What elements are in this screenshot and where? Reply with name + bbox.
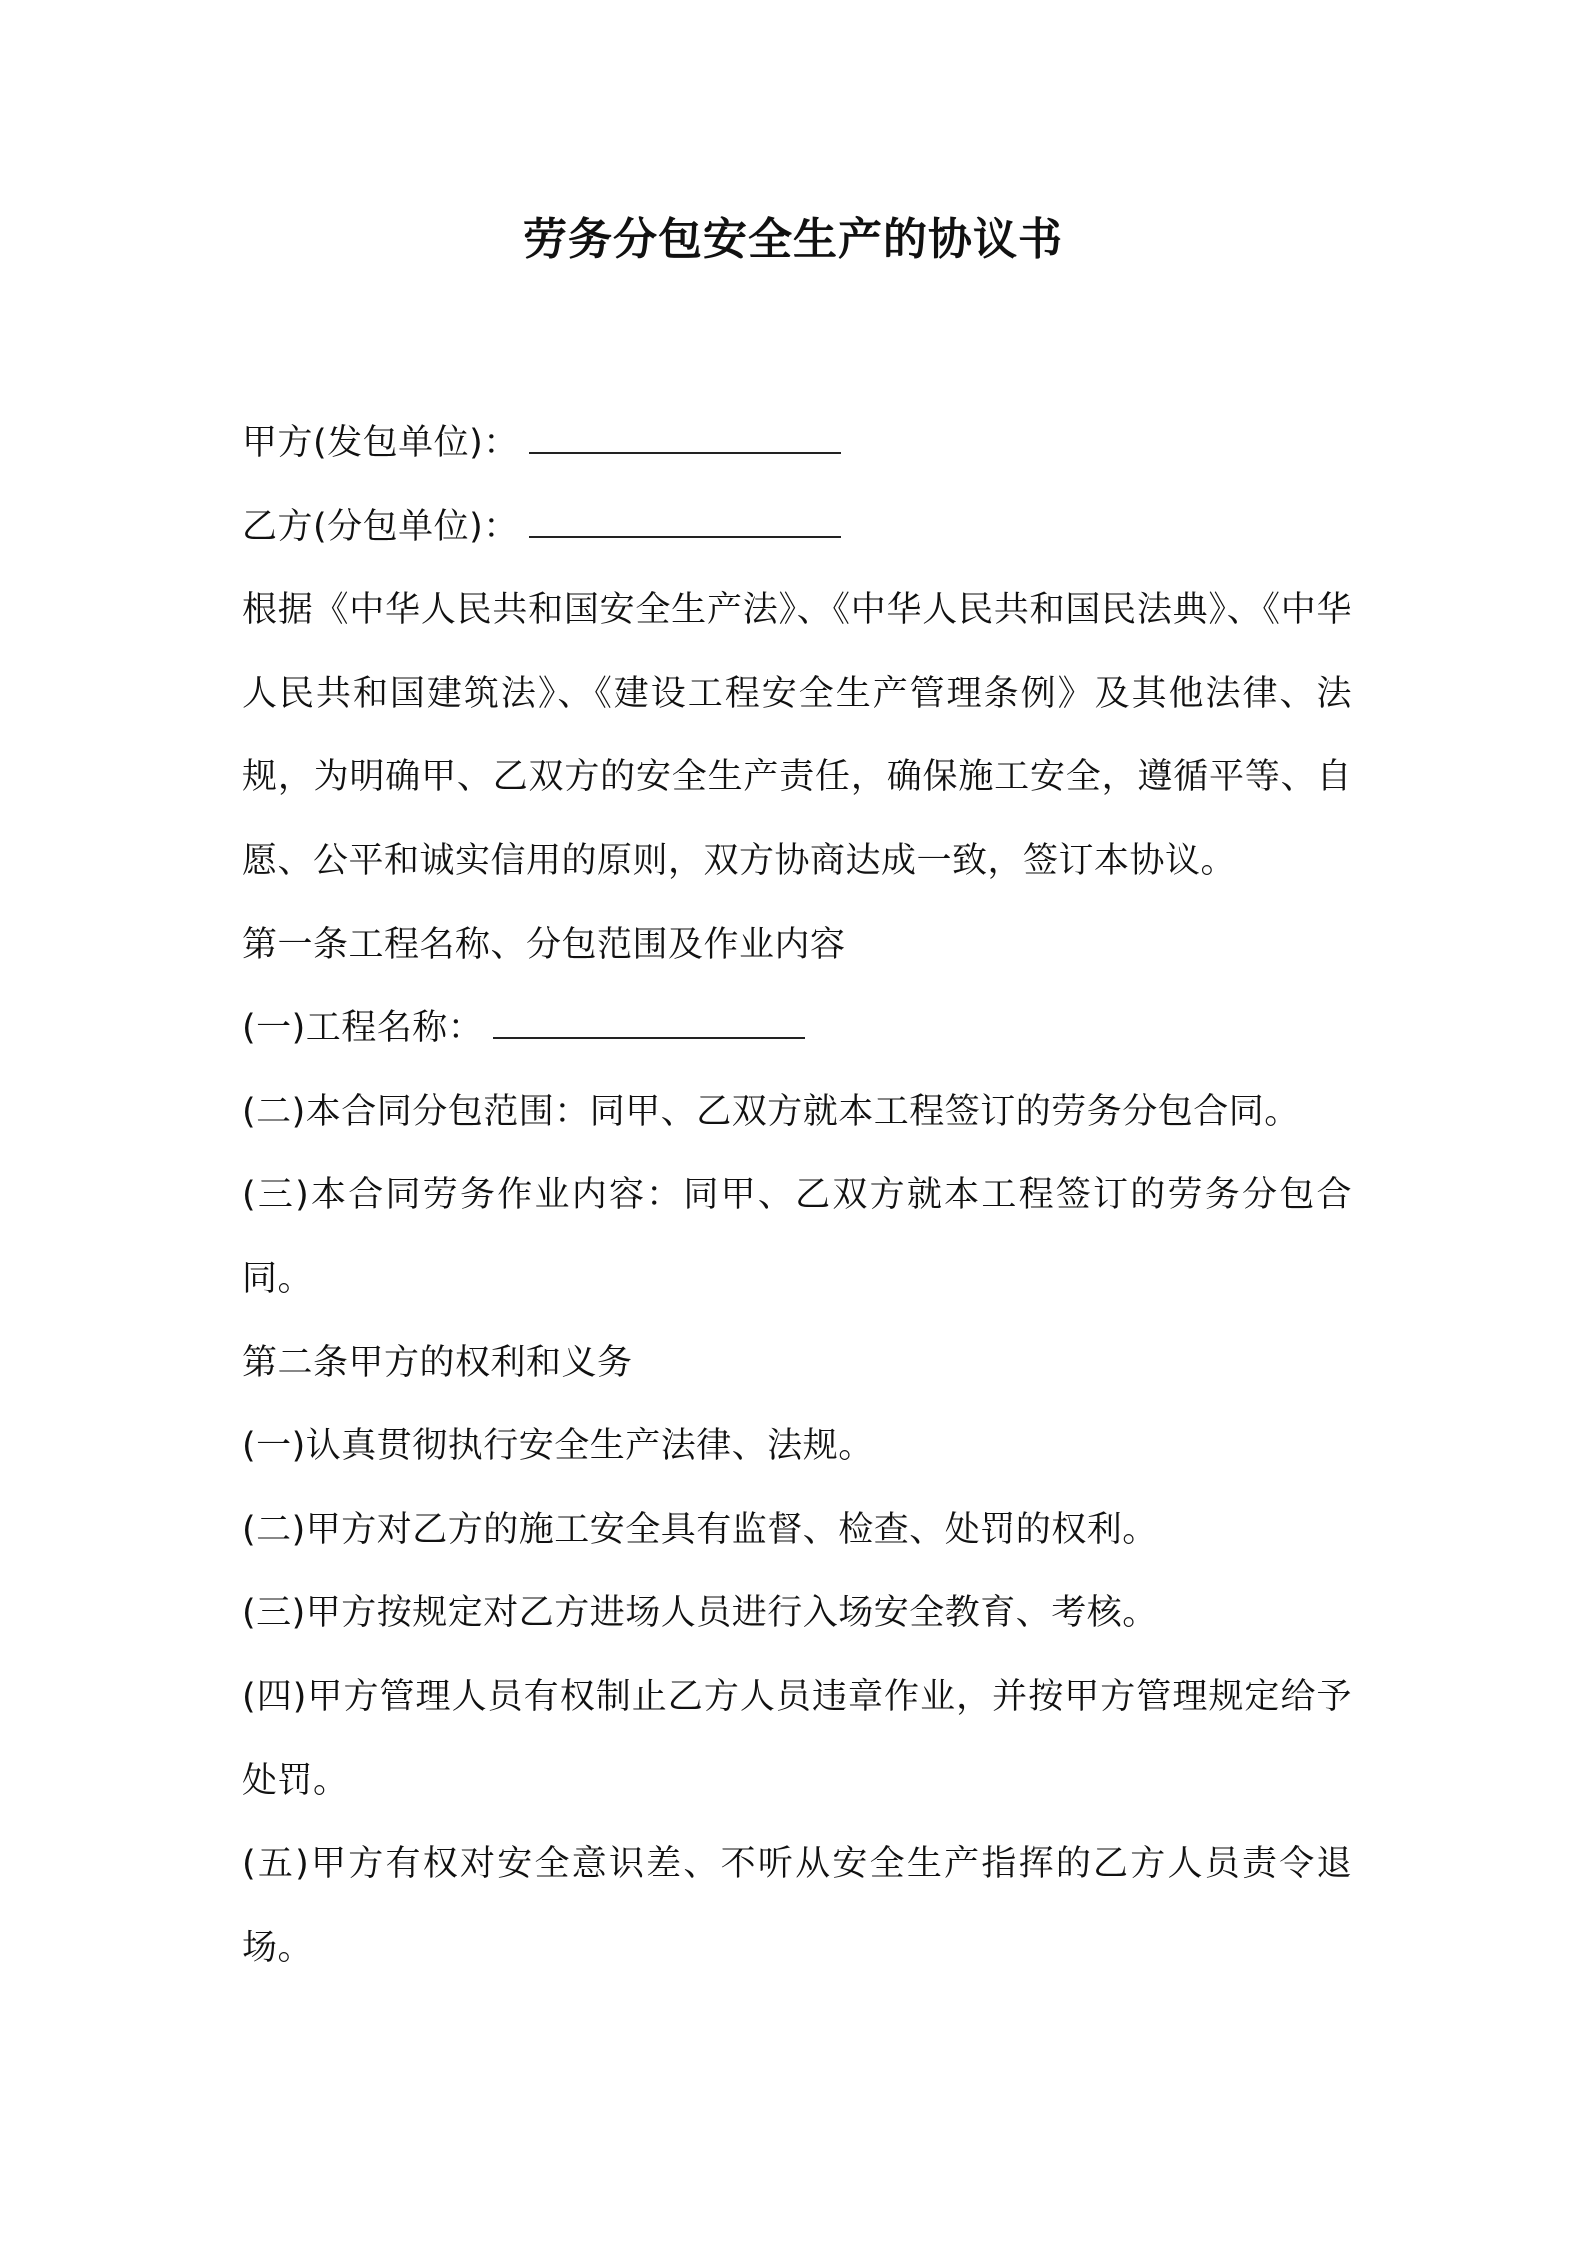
party-b-blank (529, 508, 841, 538)
document-title: 劳务分包安全生产的协议书 (523, 214, 1063, 265)
article2-item3: (三)甲方按规定对乙方进场人员进行入场安全教育、考核。 (242, 1593, 1158, 1634)
project-name-blank (493, 1009, 805, 1039)
article1-item1-line (242, 987, 1352, 1071)
party-b-line (242, 486, 1352, 570)
article1-item3: (三)本合同劳务作业内容：同甲、乙双方就本工程签订的劳务分包合同。 (242, 1175, 1352, 1299)
article2-heading: 第二条甲方的权利和义务 (242, 1342, 633, 1383)
party-a-label: 甲方(发包单位)： (242, 423, 519, 463)
article2-item2: (二)甲方对乙方的施工安全具有监督、检查、处罚的权利。 (242, 1509, 1158, 1550)
party-b-label: 乙方(分包单位)： (242, 506, 519, 547)
document-body (242, 402, 1352, 1990)
article2-item1: (一)认真贯彻执行安全生产法律、法规。 (242, 1426, 874, 1467)
article1-heading: 第一条工程名称、分包范围及作业内容 (242, 924, 846, 965)
preamble-paragraph: 根据《中华人民共和国安全生产法》、《中华人民共和国民法典》、《中华人民共和国建筑法》、《建设工程安全生产管理条例》及其他法律、法规，为明确甲、乙双方的安全生产责任，确保施工安全，遵循平等、自愿、公平和诚实信用的原则，双方协商达成一致，签订本协议。 (242, 590, 1352, 881)
project-name-label: (一)工程名称： (242, 1008, 484, 1049)
party-a-line (242, 402, 1352, 486)
article2-item4: (四)甲方管理人员有权制止乙方人员违章作业，并按甲方管理规定给予处罚。 (242, 1676, 1352, 1801)
article2-item5: (五)甲方有权对安全意识差、不听从安全生产指挥的乙方人员责令退场。 (242, 1844, 1352, 1968)
article1-item2: (二)本合同分包范围：同甲、乙双方就本工程签订的劳务分包合同。 (242, 1091, 1300, 1132)
party-a-blank (529, 424, 841, 454)
